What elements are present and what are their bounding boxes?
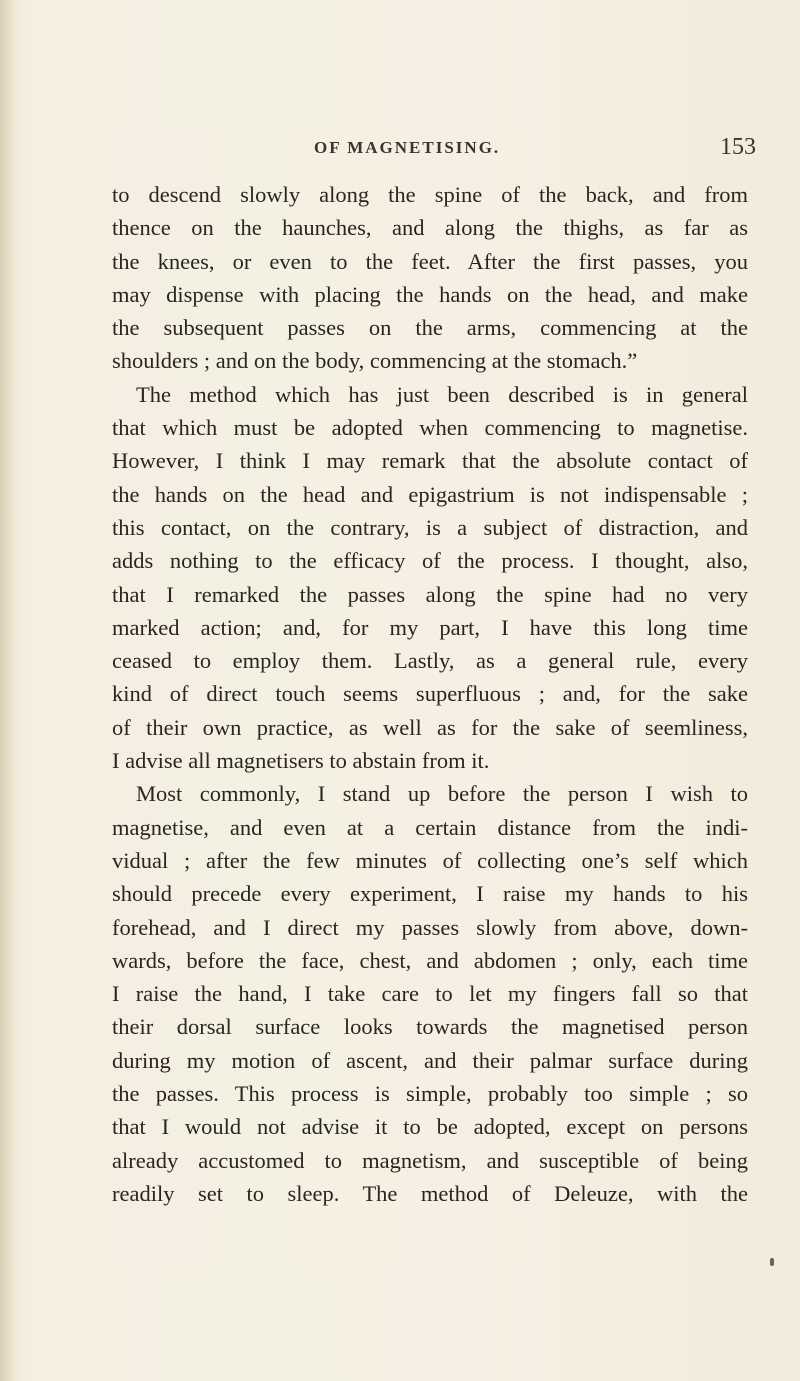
text-line: the hands on the head and epigastrium is not indispensable ; (112, 481, 748, 507)
text-line: the subsequent passes on the arms, commencing at the (112, 315, 748, 341)
ink-speck (770, 1258, 774, 1266)
text-line: their dorsal surface looks towards the magnetised person (112, 1014, 748, 1040)
text-line: I raise the hand, I take care to let my fingers fall so that (112, 981, 748, 1007)
text-line: forehead, and I direct my passes slowly from above, down- (112, 914, 748, 940)
text-line: Most commonly, I stand up before the person I wish to (136, 781, 748, 807)
text-line: vidual ; after the few minutes of collecting one’s self which (112, 847, 748, 873)
text-line: marked action; and, for my part, I have this long time (112, 614, 748, 640)
text-line: However, I think I may remark that the absolute contact of (112, 448, 748, 474)
running-head: OF MAGNETISING. (314, 138, 501, 157)
text-line: that which must be adopted when commencing to magnetise. (112, 415, 748, 441)
text-line: kind of direct touch seems superfluous ; and, for the sake (112, 681, 748, 707)
text-line: shoulders ; and on the body, commencing at the stomach.” (112, 348, 638, 374)
text-line: should precede every experiment, I raise my hands to his (112, 881, 748, 907)
text-line: I advise all magnetisers to abstain from it. (112, 748, 490, 774)
text-line: readily set to sleep. The method of Deleuze, with the (112, 1180, 748, 1206)
text-line: that I would not advise it to be adopted, except on persons (112, 1114, 748, 1140)
page-gutter (0, 0, 14, 1381)
text-line: of their own practice, as well as for the sake of seemliness, (112, 714, 748, 740)
text-line: ceased to employ them. Lastly, as a general rule, every (112, 648, 748, 674)
text-line: this contact, on the contrary, is a subject of distraction, and (112, 514, 748, 540)
page-header (108, 134, 756, 168)
body-text (112, 178, 748, 1210)
text-line: the passes. This process is simple, probably too simple ; so (112, 1081, 748, 1107)
text-line: wards, before the face, chest, and abdomen ; only, each time (112, 947, 748, 973)
text-line: adds nothing to the efficacy of the process. I thought, also, (112, 548, 748, 574)
text-line: magnetise, and even at a certain distance from the indi- (112, 814, 748, 840)
text-line: the knees, or even to the feet. After the first passes, you (112, 248, 748, 274)
page-number: 153 (720, 134, 756, 160)
text-line: thence on the haunches, and along the thighs, as far as (112, 215, 748, 241)
text-line: during my motion of ascent, and their palmar surface during (112, 1047, 748, 1073)
text-line: may dispense with placing the hands on the head, and make (112, 281, 748, 307)
text-line: that I remarked the passes along the spine had no very (112, 581, 748, 607)
text-line: The method which has just been described is in general (136, 381, 748, 407)
text-line: already accustomed to magnetism, and susceptible of being (112, 1147, 748, 1173)
text-line: to descend slowly along the spine of the back, and from (112, 182, 748, 207)
